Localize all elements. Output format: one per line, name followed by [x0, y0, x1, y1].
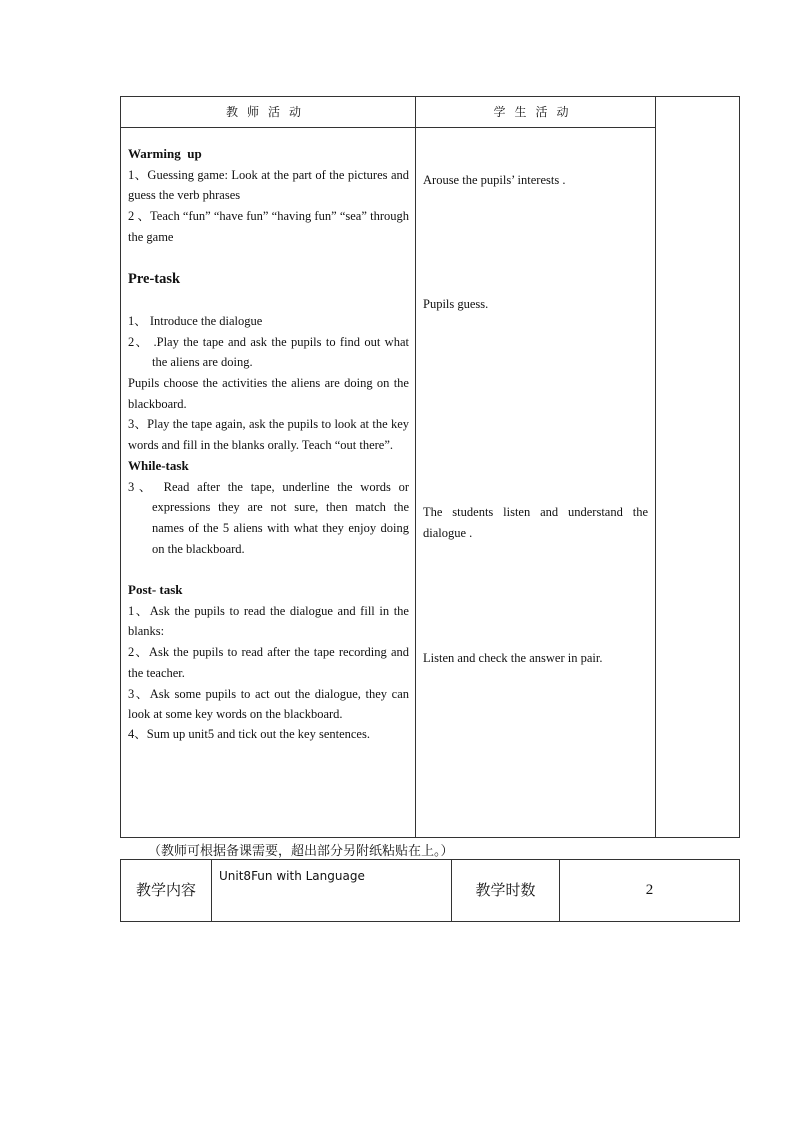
- table-col-divider-1: [415, 96, 416, 838]
- whiletask-item-1: 3、 Read after the tape, underline the words or expressions they are not sure, then match the names of the 5 aliens with what they enjoy doing on the blackboard.: [128, 479, 409, 556]
- posttask-item-2: 2、Ask the pupils to read after the tape recording and the teacher.: [128, 645, 409, 680]
- info-border-bottom: [120, 921, 740, 922]
- hours-label: 教学时数: [475, 881, 536, 899]
- student-activity-2: [423, 294, 648, 315]
- section-title-whiletask: While-task: [128, 457, 189, 473]
- warming-item-1: 1、Guessing game: Look at the part of the pictures and guess the verb phrases: [128, 167, 409, 203]
- pretask-item-4: 3、Play the tape again, ask the pupils to look at the key words and fill in the blanks orally. Teach “out there”.: [128, 417, 409, 453]
- student-activity-1: [423, 170, 648, 191]
- page-note: （教师可根据备课需要，超出部分另附纸粘贴在上。）: [148, 844, 454, 859]
- header-teacher-activity: 教师活动: [225, 105, 310, 119]
- table-border-bottom: [120, 837, 740, 838]
- header-student-activity: 学生活动: [493, 105, 578, 119]
- section-title-posttask: Post- task: [128, 582, 183, 598]
- warming-item-2: 2 、Teach “fun” “have fun” “having fun” “sea” through the game: [128, 209, 409, 244]
- info-divider-1: [211, 859, 212, 922]
- table-border-right: [739, 96, 740, 838]
- student-text-3: The students listen and understand the dialogue .: [423, 505, 648, 540]
- posttask-item-3: 3、Ask some pupils to act out the dialogue, they can look at some key words on the blackboard.: [128, 686, 409, 721]
- info-border-right: [739, 859, 740, 922]
- pretask-item-1: 1、 Introduce the dialogue: [128, 313, 263, 328]
- content-value: Unit8Fun with Language: [219, 869, 365, 883]
- table-border-left: [120, 96, 121, 838]
- posttask-item-4: 4、Sum up unit5 and tick out the key sentences.: [128, 726, 370, 741]
- pretask-item-3: Pupils choose the activities the aliens are doing on the blackboard.: [128, 376, 409, 411]
- table-col-divider-2: [655, 96, 656, 838]
- student-text-1: Arouse the pupils’ interests .: [423, 173, 566, 187]
- hours-value: 2: [645, 882, 654, 898]
- posttask-item-1: 1、Ask the pupils to read the dialogue and fill in the blanks:: [128, 603, 409, 639]
- content-label: 教学内容: [135, 881, 196, 899]
- teacher-activity-column: [128, 144, 409, 744]
- table-header-divider: [120, 127, 656, 128]
- student-activity-4: [423, 648, 648, 669]
- pretask-item-2: 2、 .Play the tape and ask the pupils to find out what the aliens are doing.: [128, 334, 409, 370]
- section-title-pretask: Pre-task: [128, 271, 181, 288]
- section-title-warming: Warming up: [128, 146, 202, 161]
- student-activity-3: [423, 502, 648, 543]
- student-text-4: Listen and check the answer in pair.: [423, 651, 603, 665]
- student-text-2: Pupils guess.: [423, 297, 489, 311]
- table-border-top: [120, 96, 740, 97]
